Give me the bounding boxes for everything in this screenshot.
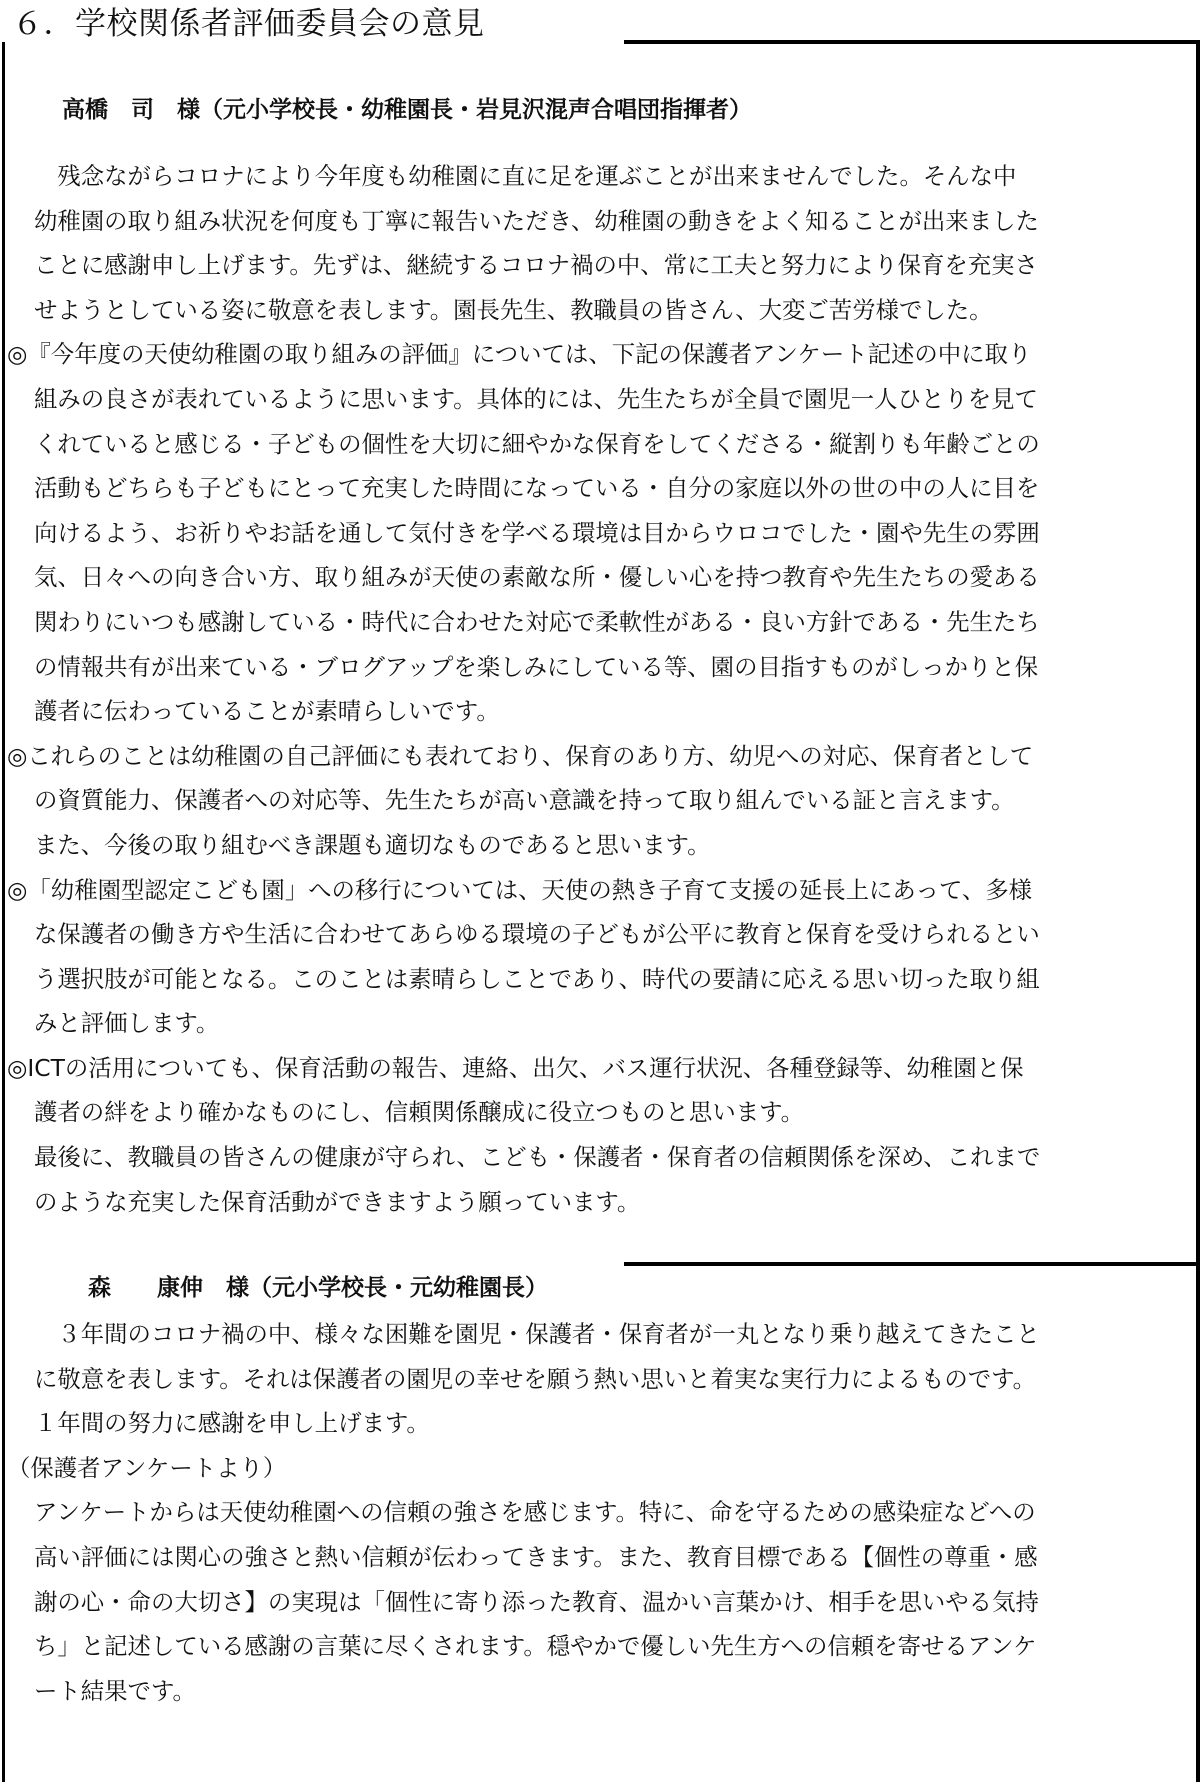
comment-line: ことに感謝申し上げます。先ずは、継続するコロナ禍の中、常に工夫と努力により保育を充実さ bbox=[34, 251, 1038, 280]
comment-line: ート結果です。 bbox=[34, 1676, 196, 1705]
comment-line: 高い評価には関心の強さと熱い信頼が伝わってきます。また、教育目標である【個性の尊重・感 bbox=[34, 1542, 1038, 1571]
comment-line: せようとしている姿に敬意を表します。園長先生、教職員の皆さん、大変ご苦労様でした。 bbox=[34, 295, 993, 324]
comment-line: う選択肢が可能となる。このことは素晴らしことであり、時代の要請に応える思い切った取り組 bbox=[34, 964, 1040, 993]
reviewer-1-comment bbox=[7, 154, 1194, 1224]
comment-line: 向けるよう、お祈りやお話を通して気付きを学べる環境は目からウロコでした・園や先生の雰囲 bbox=[34, 518, 1040, 547]
comment-line: くれていると感じる・子どもの個性を大切に細やかな保育をしてくださる・縦割りも年齢ごとの bbox=[34, 429, 1040, 458]
frame-right-rule-upper bbox=[1196, 40, 1200, 1266]
comment-line: 護者に伝わっていることが素晴らしいです。 bbox=[34, 697, 500, 726]
comment-line: な保護者の働き方や生活に合わせてあらゆる環境の子どもが公平に教育と保育を受けられるとい bbox=[34, 920, 1040, 949]
comment-line: のような充実した保育活動ができますよう願っています。 bbox=[34, 1187, 641, 1216]
page-title: ６．学校関係者評価委員会の意見 bbox=[12, 6, 485, 42]
bullet-line: ◎「幼稚園型認定こども園」への移行については、天使の熱き子育て支援の延長上にあって、多様 bbox=[7, 875, 1033, 904]
reviewer-2-comment bbox=[7, 1312, 1194, 1713]
frame-top-rule bbox=[624, 40, 1200, 44]
comment-line: ３年間のコロナ禍の中、様々な困難を園児・保護者・保育者が一丸となり乗り越えてきたこと bbox=[34, 1320, 1040, 1348]
comment-line: みと評価します。 bbox=[34, 1009, 220, 1038]
bullet-line: ◎これらのことは幼稚園の自己評価にも表れており、保育のあり方、幼児への対応、保育者として bbox=[7, 741, 1034, 770]
bullet-line: ◎ICTの活用についても、保育活動の報告、連絡、出欠、バス運行状況、各種登録等、幼稚園と保 bbox=[7, 1053, 1024, 1082]
comment-line: １年間の努力に感謝を申し上げます。 bbox=[34, 1409, 430, 1438]
comment-line: ち」と記述している感謝の言葉に尽くされます。穏やかで優しい先生方への信頼を寄せるアンケ bbox=[34, 1632, 1037, 1661]
comment-line: 関わりにいつも感謝している・時代に合わせた対応で柔軟性がある・良い方針である・先生たち bbox=[34, 607, 1040, 636]
comment-line: の資質能力、保護者への対応等、先生たちが高い意識を持って取り組んでいる証と言えます。 bbox=[34, 786, 1015, 815]
comment-line: 護者の絆をより確かなものにし、信頼関係醸成に役立つものと思います。 bbox=[34, 1098, 805, 1127]
comment-line: 謝の心・命の大切さ】の実現は「個性に寄り添った教育、温かい言葉かけ、相手を思いやる気持 bbox=[34, 1587, 1039, 1616]
comment-line: 残念ながらコロナにより今年度も幼稚園に直に足を運ぶことが出来ませんでした。そんな中 bbox=[34, 162, 1017, 190]
reviewer-2-name: 森 康伸 様（元小学校長・元幼稚園長） bbox=[88, 1275, 548, 1301]
comment-line: 気、日々への向き合い方、取り組みが天使の素敵な所・優しい心を持つ教育や先生たちの愛ある bbox=[34, 563, 1040, 592]
reviewer-1-name: 高橋 司 様（元小学校長・幼稚園長・岩見沢混声合唱団指揮者） bbox=[62, 97, 752, 123]
comment-line: 組みの良さが表れているように思います。具体的には、先生たちが全員で園児一人ひとりを見て bbox=[34, 384, 1038, 413]
bullet-line: ◎『今年度の天使幼稚園の取り組みの評価』については、下記の保護者アンケート記述の中に取り bbox=[7, 340, 1032, 369]
comment-line: 幼稚園の取り組み状況を何度も丁寧に報告いただき、幼稚園の動きをよく知ることが出来ました bbox=[34, 206, 1039, 235]
comment-subheading: （保護者アンケートより） bbox=[7, 1453, 287, 1482]
comment-line: アンケートからは天使幼稚園への信頼の強さを感じます。特に、命を守るための感染症などへの bbox=[34, 1498, 1036, 1527]
frame-right-rule-lower bbox=[1196, 1262, 1200, 1782]
comment-line: 最後に、教職員の皆さんの健康が守られ、こども・保護者・保育者の信頼関係を深め、これまで bbox=[34, 1143, 1041, 1172]
comment-line: に敬意を表します。それは保護者の園児の幸せを願う熱い思いと着実な実行力によるものです。 bbox=[34, 1364, 1037, 1393]
comment-line: の情報共有が出来ている・ブログアップを楽しみにしている等、園の目指すものがしっかりと保 bbox=[34, 652, 1039, 681]
comment-line: 活動もどちらも子どもにとって充実した時間になっている・自分の家庭以外の世の中の人に目を bbox=[34, 474, 1040, 503]
frame-middle-rule bbox=[624, 1262, 1200, 1266]
comment-line: また、今後の取り組むべき課題も適切なものであると思います。 bbox=[34, 830, 711, 859]
frame-left-rule bbox=[2, 42, 5, 1782]
